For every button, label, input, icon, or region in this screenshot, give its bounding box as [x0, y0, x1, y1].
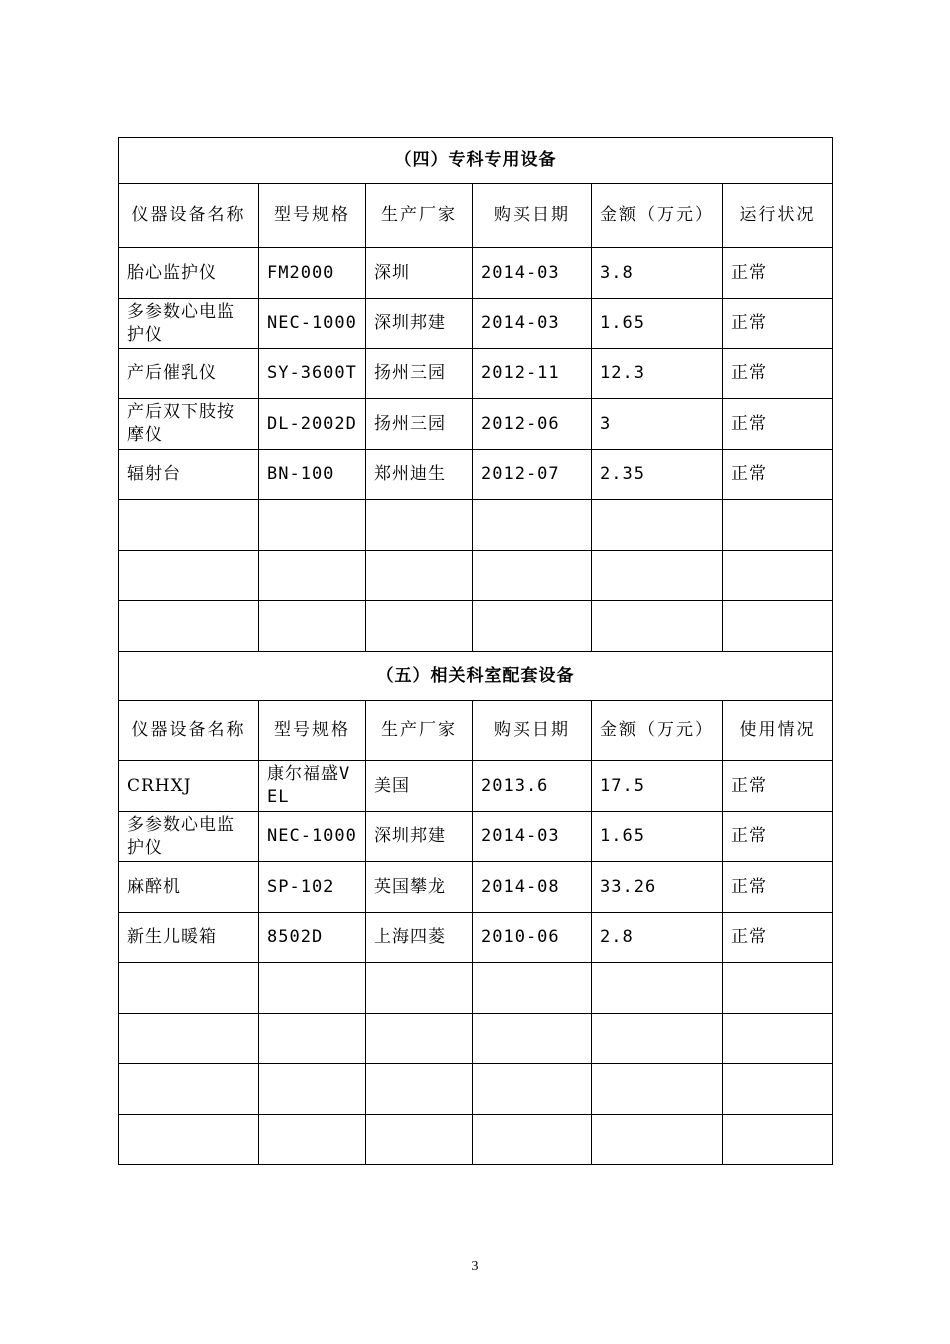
- table-cell: 2012-07: [473, 450, 592, 500]
- section-4-title-row: [119, 138, 833, 184]
- column-header: 购买日期: [473, 184, 592, 248]
- table-cell: [723, 551, 833, 601]
- table-cell: 多参数心电监护仪: [119, 812, 259, 862]
- table-cell: 1.65: [592, 299, 723, 349]
- table-cell: [119, 1115, 259, 1165]
- table-cell: [366, 1014, 473, 1064]
- table-row: [119, 761, 833, 812]
- page-number: 3: [471, 1259, 479, 1274]
- table-cell: [119, 1064, 259, 1115]
- table-cell: 3.8: [592, 248, 723, 299]
- table-row: [119, 349, 833, 399]
- table-cell: NEC-1000: [259, 812, 366, 862]
- table-row: [119, 601, 833, 652]
- table-cell: 深圳: [366, 248, 473, 299]
- equipment-table: [118, 137, 833, 1165]
- column-header: 使用情况: [723, 701, 833, 761]
- table-cell: 2014-08: [473, 862, 592, 913]
- table-cell: [473, 601, 592, 652]
- table-cell: [592, 1115, 723, 1165]
- table-cell: 多参数心电监护仪: [119, 299, 259, 349]
- table-cell: 英国攀龙: [366, 862, 473, 913]
- table-cell: 33.26: [592, 862, 723, 913]
- table-cell: [723, 601, 833, 652]
- column-header: 型号规格: [259, 701, 366, 761]
- table-cell: [723, 963, 833, 1014]
- table-cell: [592, 1014, 723, 1064]
- table-cell: 17.5: [592, 761, 723, 812]
- table-row: [119, 299, 833, 349]
- table-row: [119, 963, 833, 1014]
- column-header: 购买日期: [473, 701, 592, 761]
- table-cell: 正常: [723, 761, 833, 812]
- table-cell: [366, 1064, 473, 1115]
- table-cell: SY-3600T: [259, 349, 366, 399]
- table-cell: [366, 551, 473, 601]
- table-cell: [592, 963, 723, 1014]
- table-cell: 产后催乳仪: [119, 349, 259, 399]
- table-row: [119, 1115, 833, 1165]
- table-cell: 正常: [723, 248, 833, 299]
- table-row: [119, 913, 833, 963]
- table-cell: [119, 500, 259, 551]
- column-header: 生产厂家: [366, 184, 473, 248]
- table-cell: [259, 963, 366, 1014]
- table-cell: 2013.6: [473, 761, 592, 812]
- table-cell: 正常: [723, 349, 833, 399]
- table-cell: [592, 551, 723, 601]
- table-cell: 2012-11: [473, 349, 592, 399]
- table-cell: [119, 1014, 259, 1064]
- table-cell: [366, 1115, 473, 1165]
- table-row: [119, 450, 833, 500]
- table-cell: 产后双下肢按摩仪: [119, 399, 259, 450]
- table-cell: [473, 551, 592, 601]
- table-cell: [473, 1064, 592, 1115]
- table-cell: 深圳邦建: [366, 299, 473, 349]
- table-cell: [366, 963, 473, 1014]
- section-5-title-row: [119, 652, 833, 701]
- table-cell: 上海四菱: [366, 913, 473, 963]
- table-cell: [473, 500, 592, 551]
- column-header: 金额（万元）: [592, 184, 723, 248]
- table-row: [119, 500, 833, 551]
- table-cell: [473, 1014, 592, 1064]
- table-cell: 12.3: [592, 349, 723, 399]
- table-cell: [473, 1115, 592, 1165]
- table-cell: NEC-1000: [259, 299, 366, 349]
- table-cell: [592, 1064, 723, 1115]
- table-cell: [259, 551, 366, 601]
- table-cell: [723, 1014, 833, 1064]
- table-cell: 2.8: [592, 913, 723, 963]
- table-cell: 1.65: [592, 812, 723, 862]
- table-cell: [119, 963, 259, 1014]
- table-row: [119, 399, 833, 450]
- table-cell: 郑州迪生: [366, 450, 473, 500]
- table-cell: 扬州三园: [366, 399, 473, 450]
- table-cell: 正常: [723, 913, 833, 963]
- table-row: [119, 1014, 833, 1064]
- table-cell: [723, 1115, 833, 1165]
- table-row: [119, 248, 833, 299]
- table-row: [119, 862, 833, 913]
- table-cell: DL-2002D: [259, 399, 366, 450]
- table-row: [119, 551, 833, 601]
- table-cell: 2014-03: [473, 248, 592, 299]
- section-5-title: （五）相关科室配套设备: [119, 652, 833, 701]
- table-cell: FM2000: [259, 248, 366, 299]
- table-cell: [366, 601, 473, 652]
- table-row: [119, 812, 833, 862]
- section-5-header-row: [119, 701, 833, 761]
- table-cell: BN-100: [259, 450, 366, 500]
- table-cell: [723, 500, 833, 551]
- table-cell: 麻醉机: [119, 862, 259, 913]
- table-cell: [723, 1064, 833, 1115]
- table-cell: 8502D: [259, 913, 366, 963]
- table-cell: [259, 601, 366, 652]
- table-cell: 美国: [366, 761, 473, 812]
- table-cell: 辐射台: [119, 450, 259, 500]
- table-cell: 2014-03: [473, 812, 592, 862]
- table-cell: 2012-06: [473, 399, 592, 450]
- table-cell: 2010-06: [473, 913, 592, 963]
- column-header: 生产厂家: [366, 701, 473, 761]
- table-cell: [259, 1014, 366, 1064]
- table-cell: [119, 551, 259, 601]
- table-cell: SP-102: [259, 862, 366, 913]
- table-cell: 2.35: [592, 450, 723, 500]
- table-cell: [119, 601, 259, 652]
- column-header: 金额（万元）: [592, 701, 723, 761]
- table-cell: [259, 500, 366, 551]
- table-cell: 新生儿暖箱: [119, 913, 259, 963]
- table-cell: 正常: [723, 299, 833, 349]
- table-cell: [473, 963, 592, 1014]
- table-cell: [592, 500, 723, 551]
- table-cell: [259, 1064, 366, 1115]
- equipment-table-body: [119, 138, 833, 1165]
- table-cell: 康尔福盛VEL: [259, 761, 366, 812]
- table-cell: [259, 1115, 366, 1165]
- column-header: 仪器设备名称: [119, 701, 259, 761]
- table-cell: [592, 601, 723, 652]
- table-cell: [366, 500, 473, 551]
- table-cell: 2014-03: [473, 299, 592, 349]
- table-cell: 正常: [723, 450, 833, 500]
- section-4-header-row: [119, 184, 833, 248]
- table-cell: 胎心监护仪: [119, 248, 259, 299]
- table-cell: 正常: [723, 862, 833, 913]
- section-4-title: （四）专科专用设备: [119, 138, 833, 184]
- table-cell: 正常: [723, 812, 833, 862]
- table-cell: 深圳邦建: [366, 812, 473, 862]
- column-header: 运行状况: [723, 184, 833, 248]
- column-header: 型号规格: [259, 184, 366, 248]
- table-row: [119, 1064, 833, 1115]
- column-header: 仪器设备名称: [119, 184, 259, 248]
- table-cell: 扬州三园: [366, 349, 473, 399]
- table-cell: CRHXJ: [119, 761, 259, 812]
- table-cell: 正常: [723, 399, 833, 450]
- table-cell: 3: [592, 399, 723, 450]
